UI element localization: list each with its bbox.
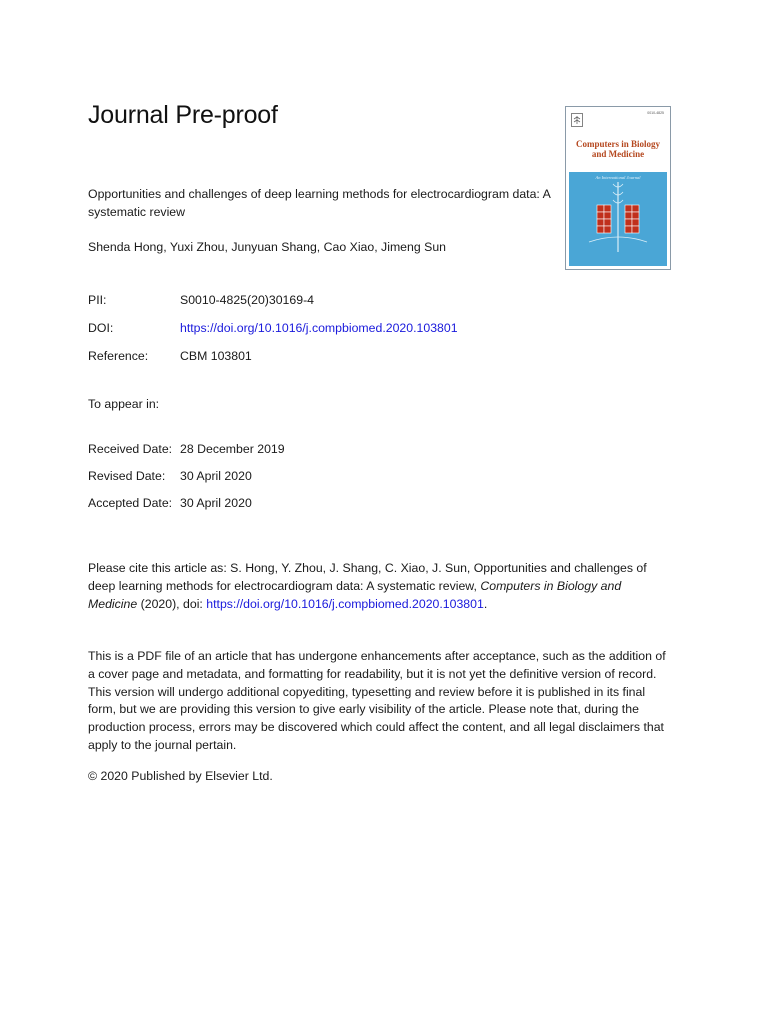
pre-proof-notice: This is a PDF file of an article that has undergone enhancements after acceptance, such as the addition of a cover page and metadata, and formatting for readability, but it is not yet the definitive version of record. This version will undergo additional copyediting, typesetting and review before it is published in its final form, but we are providing this version to give early visibility of the article. Please note that, during the production process, errors may be discovered which could affect the content, and all legal disclaimers that apply to the journal pertain. <box>88 649 666 752</box>
cover-band <box>569 172 667 266</box>
accepted-date-label: Accepted Date: <box>88 496 173 510</box>
received-date-label: Received Date: <box>88 442 173 456</box>
cover-title-line1: Computers in Biology <box>575 139 660 149</box>
copyright-notice: © 2020 Published by Elsevier Ltd. <box>88 769 273 783</box>
doi-label: DOI: <box>88 321 114 335</box>
cover-subtitle: An International Journal <box>595 175 641 180</box>
page-title: Journal Pre-proof <box>88 101 278 129</box>
received-date-value: 28 December 2019 <box>180 442 285 456</box>
reference-value: CBM 103801 <box>180 349 252 363</box>
citation-journal: Computers in Biology and Medicine <box>88 579 622 611</box>
citation-prefix: Please cite this article as: S. Hong, Y. Zhou, J. Shang, C. Xiao, J. Sun, Opportunities and challenges of deep learning methods for electrocardiogram data: A systematic review, <box>88 561 647 593</box>
citation-doi-link[interactable]: https://doi.org/10.1016/j.compbiomed.2020.103801 <box>206 597 484 611</box>
article-title: Opportunities and challenges of deep learning methods for electrocardiogram data: A systematic review <box>88 187 551 219</box>
cover-title <box>566 139 670 159</box>
article-authors: Shenda Hong, Yuxi Zhou, Junyuan Shang, Cao Xiao, Jimeng Sun <box>88 240 446 254</box>
pii-value: S0010-4825(20)30169-4 <box>180 293 315 307</box>
to-appear-in-label: To appear in: <box>88 397 160 411</box>
cover-issn: 0010-4825 <box>647 111 664 115</box>
accepted-date-value: 30 April 2020 <box>180 496 252 510</box>
revised-date-label: Revised Date: <box>88 469 166 483</box>
cover-title-line2: and Medicine <box>591 149 645 159</box>
journal-cover-image <box>565 106 671 270</box>
cover-dna-graphic-icon <box>569 172 667 267</box>
citation-suffix: . <box>483 597 488 611</box>
revised-date-value: 30 April 2020 <box>180 469 252 483</box>
pii-label: PII: <box>88 293 107 307</box>
citation-middle: (2020), doi: <box>137 597 207 611</box>
elsevier-logo-icon <box>571 113 583 127</box>
reference-label: Reference: <box>88 349 149 363</box>
doi-link[interactable]: https://doi.org/10.1016/j.compbiomed.2020.103801 <box>180 321 458 335</box>
citation-paragraph <box>88 559 673 613</box>
